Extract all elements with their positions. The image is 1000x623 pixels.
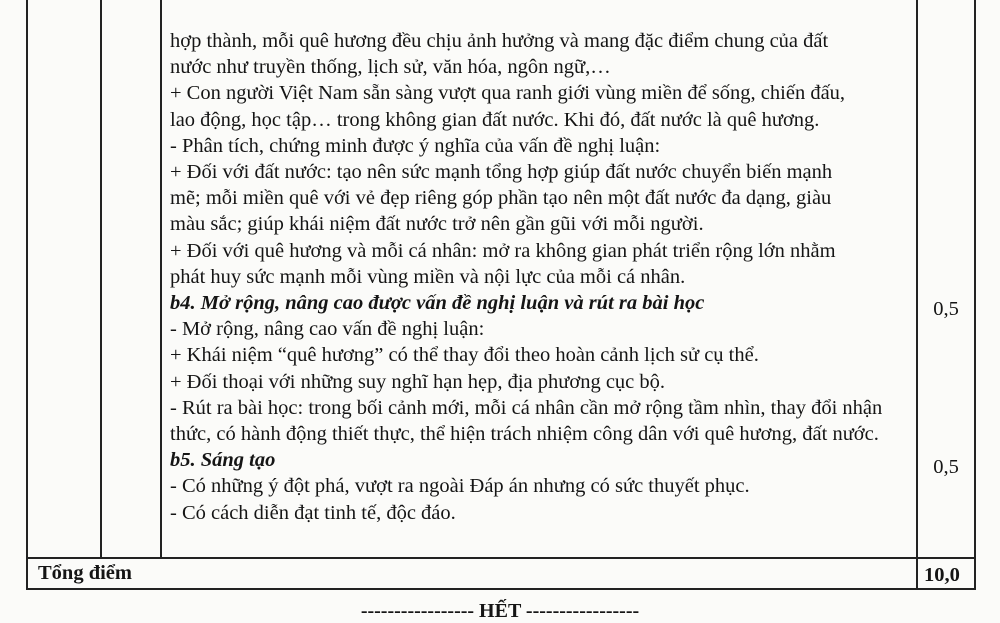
table-col-divider-2 (160, 0, 162, 558)
text-line: + Đối với quê hương và mỗi cá nhân: mở ra không gian phát triển rộng lớn nhằm (170, 239, 836, 262)
text-line: lao động, học tập… trong không gian đất nước. Khi đó, đất nước là quê hương. (170, 108, 820, 131)
table-border-bottom (26, 588, 976, 590)
text-line: phát huy sức mạnh mỗi vùng miền và nội lực của mỗi cá nhân. (170, 265, 686, 288)
score-b4: 0,5 (933, 298, 959, 320)
text-line: - Rút ra bài học: trong bối cảnh mới, mỗi cá nhân cần mở rộng tầm nhìn, thay đổi nhận (170, 396, 883, 419)
text-line: + Khái niệm “quê hương” có thể thay đổi theo hoàn cảnh lịch sử cụ thể. (170, 344, 759, 367)
total-label: Tổng điểm (38, 562, 132, 584)
end-marker: ----------------- HẾT ----------------- (360, 600, 640, 622)
text-line: - Phân tích, chứng minh được ý nghĩa của vấn đề nghị luận: (170, 134, 661, 157)
table-border-right (974, 0, 976, 590)
text-line: - Mở rộng, nâng cao vấn đề nghị luận: (170, 318, 485, 341)
table-border-left (26, 0, 28, 590)
total-value: 10,0 (924, 564, 960, 586)
table-col-divider-1 (100, 0, 102, 558)
text-line: thức, có hành động thiết thực, thể hiện trách nhiệm công dân với quê hương, đất nước. (170, 423, 879, 446)
table-row-divider (26, 557, 976, 559)
section-heading: b4. Mở rộng, nâng cao được vấn đề nghị luận và rút ra bài học (170, 292, 705, 315)
text-line: mẽ; mỗi miền quê với vẻ đẹp riêng góp phần tạo nên một đất nước đa dạng, giàu (170, 187, 832, 210)
text-line: - Có cách diễn đạt tinh tế, độc đáo. (170, 501, 456, 524)
text-line: - Có những ý đột phá, vượt ra ngoài Đáp án nhưng có sức thuyết phục. (170, 475, 750, 498)
text-line: + Con người Việt Nam sẵn sàng vượt qua ranh giới vùng miền để sống, chiến đấu, (170, 82, 846, 105)
text-line: hợp thành, mỗi quê hương đều chịu ảnh hưởng và mang đặc điểm chung của đất (170, 30, 829, 52)
table-col-divider-3 (916, 0, 918, 590)
section-heading: b5. Sáng tạo (170, 449, 276, 472)
answer-content (170, 28, 915, 526)
text-line: nước như truyền thống, lịch sử, văn hóa, ngôn ngữ,… (170, 56, 611, 79)
text-line: + Đối với đất nước: tạo nên sức mạnh tổng hợp giúp đất nước chuyển biến mạnh (170, 161, 833, 184)
text-line: + Đối thoại với những suy nghĩ hạn hẹp, địa phương cục bộ. (170, 370, 666, 393)
text-line: màu sắc; giúp khái niệm đất nước trở nên gần gũi với mỗi người. (170, 213, 704, 236)
score-b5: 0,5 (933, 456, 959, 478)
